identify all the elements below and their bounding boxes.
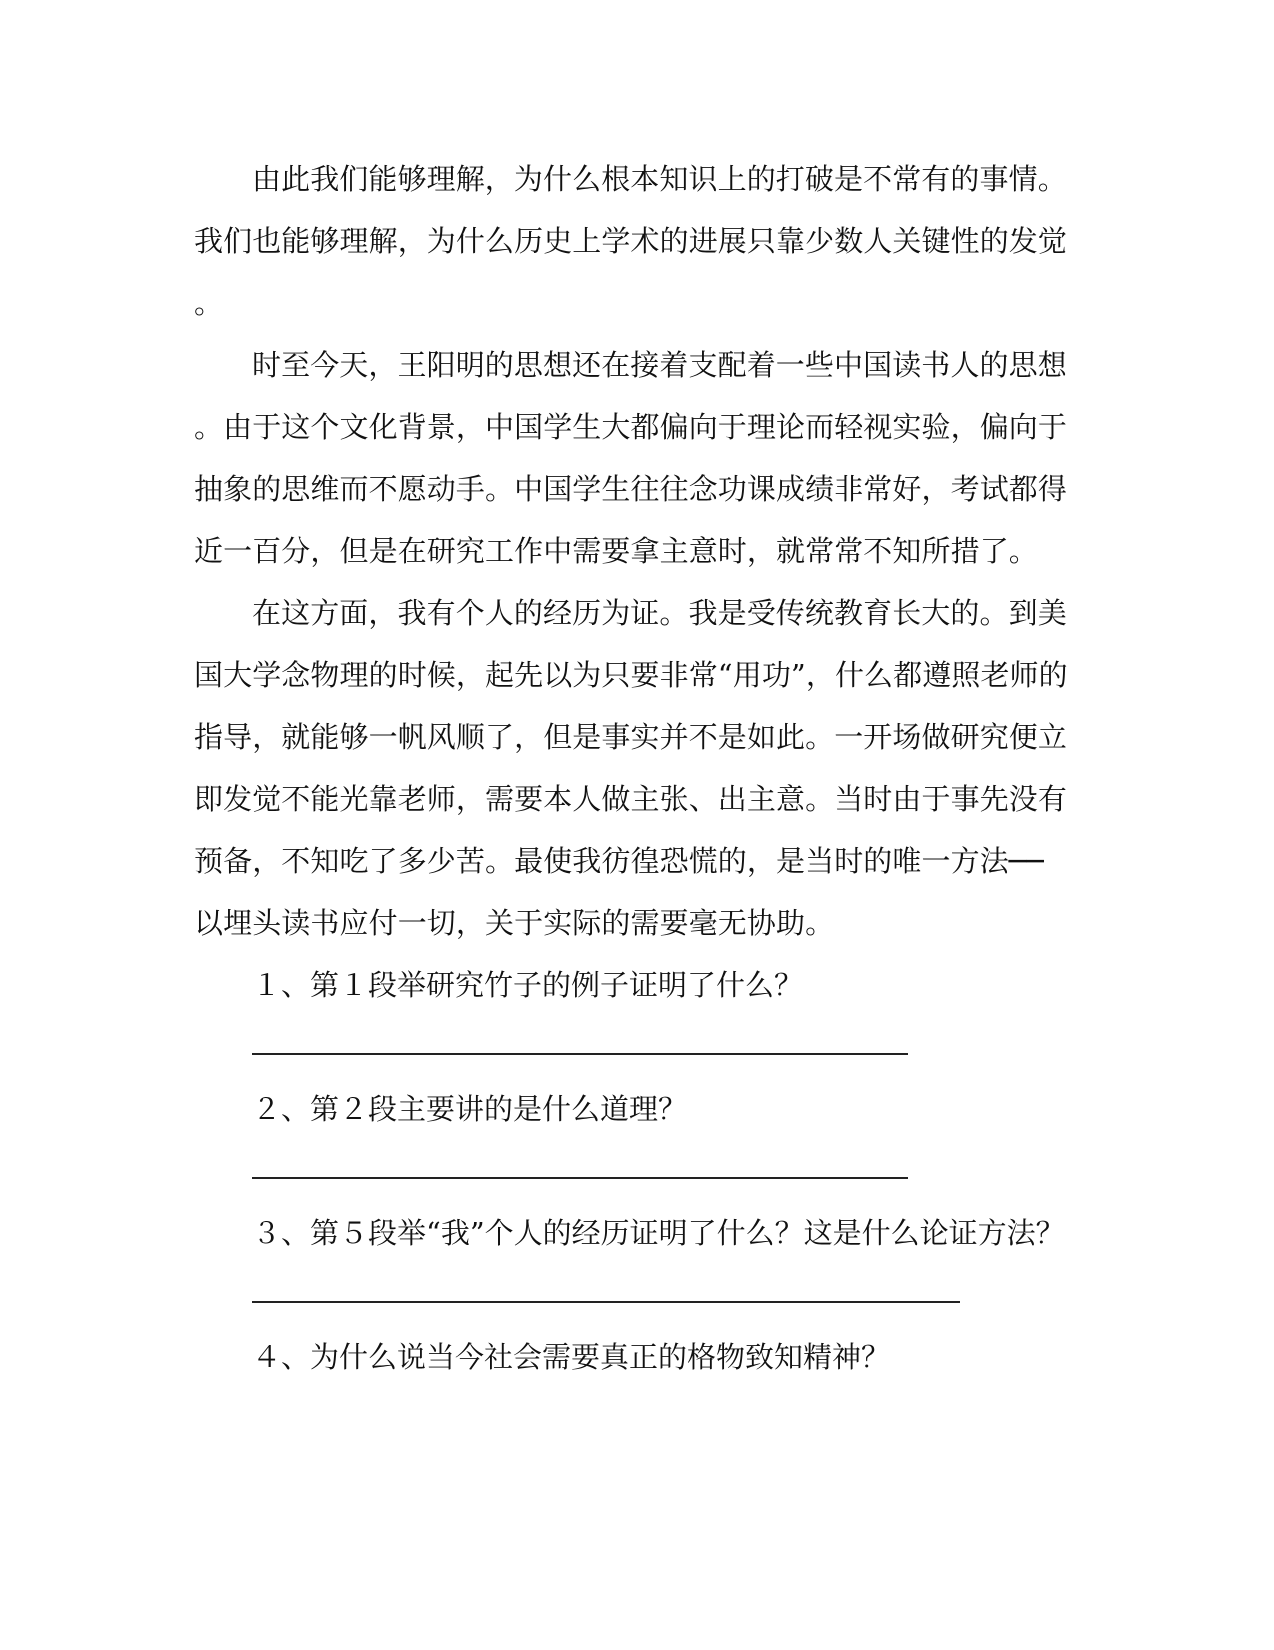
paragraph-3-line-3: 指导，就能够一帆风顺了，但是事实并不是如此。一开场做研究便立 (194, 720, 1068, 754)
paragraph-2-line-2: 。由于这个文化背景，中国学生大都偏向于理论而轻视实验，偏向于 (194, 410, 1068, 444)
question-4: ４、为什么说当今社会需要真正的格物致知精神？ (252, 1340, 891, 1374)
paragraph-1-line-1: 由此我们能够理解，为什么根本知识上的打破是不常有的事情。 (252, 162, 1067, 196)
paragraph-2-line-1: 时至今天，王阳明的思想还在接着支配着一些中国读书人的思想 (252, 348, 1067, 382)
paragraph-2-line-4: 近一百分，但是在研究工作中需要拿主意时，就常常不知所措了。 (194, 534, 1038, 568)
paragraph-1-line-2: 我们也能够理解，为什么历史上学术的进展只靠少数人关键性的发觉 (194, 224, 1068, 258)
answer-line-3[interactable] (252, 1301, 960, 1303)
paragraph-3-line-2: 国大学念物理的时候，起先以为只要非常“用功”，什么都遵照老师的 (194, 658, 1068, 692)
paragraph-3-line-1: 在这方面，我有个人的经历为证。我是受传统教育长大的。到美 (252, 596, 1067, 630)
question-2: ２、第２段主要讲的是什么道理？ (252, 1092, 688, 1126)
paragraph-3-line-4: 即发觉不能光靠老师，需要本人做主张、出主意。当时由于事先没有 (194, 782, 1068, 816)
answer-line-1[interactable] (252, 1053, 908, 1055)
question-3: ３、第５段举“我”个人的经历证明了什么？这是什么论证方法？ (252, 1216, 1065, 1250)
paragraph-1-line-3: 。 (194, 286, 224, 320)
paragraph-2-line-3: 抽象的思维而不愿动手。中国学生往往念功课成绩非常好，考试都得 (194, 472, 1068, 506)
question-1: １、第１段举研究竹子的例子证明了什么？ (252, 968, 804, 1002)
paragraph-3-line-5: 预备，不知吃了多少苦。最使我彷徨恐慌的，是当时的唯一方法── (194, 844, 1044, 878)
paragraph-3-line-6: 以埋头读书应付一切，关于实际的需要毫无协助。 (194, 906, 835, 940)
answer-line-2[interactable] (252, 1177, 908, 1179)
